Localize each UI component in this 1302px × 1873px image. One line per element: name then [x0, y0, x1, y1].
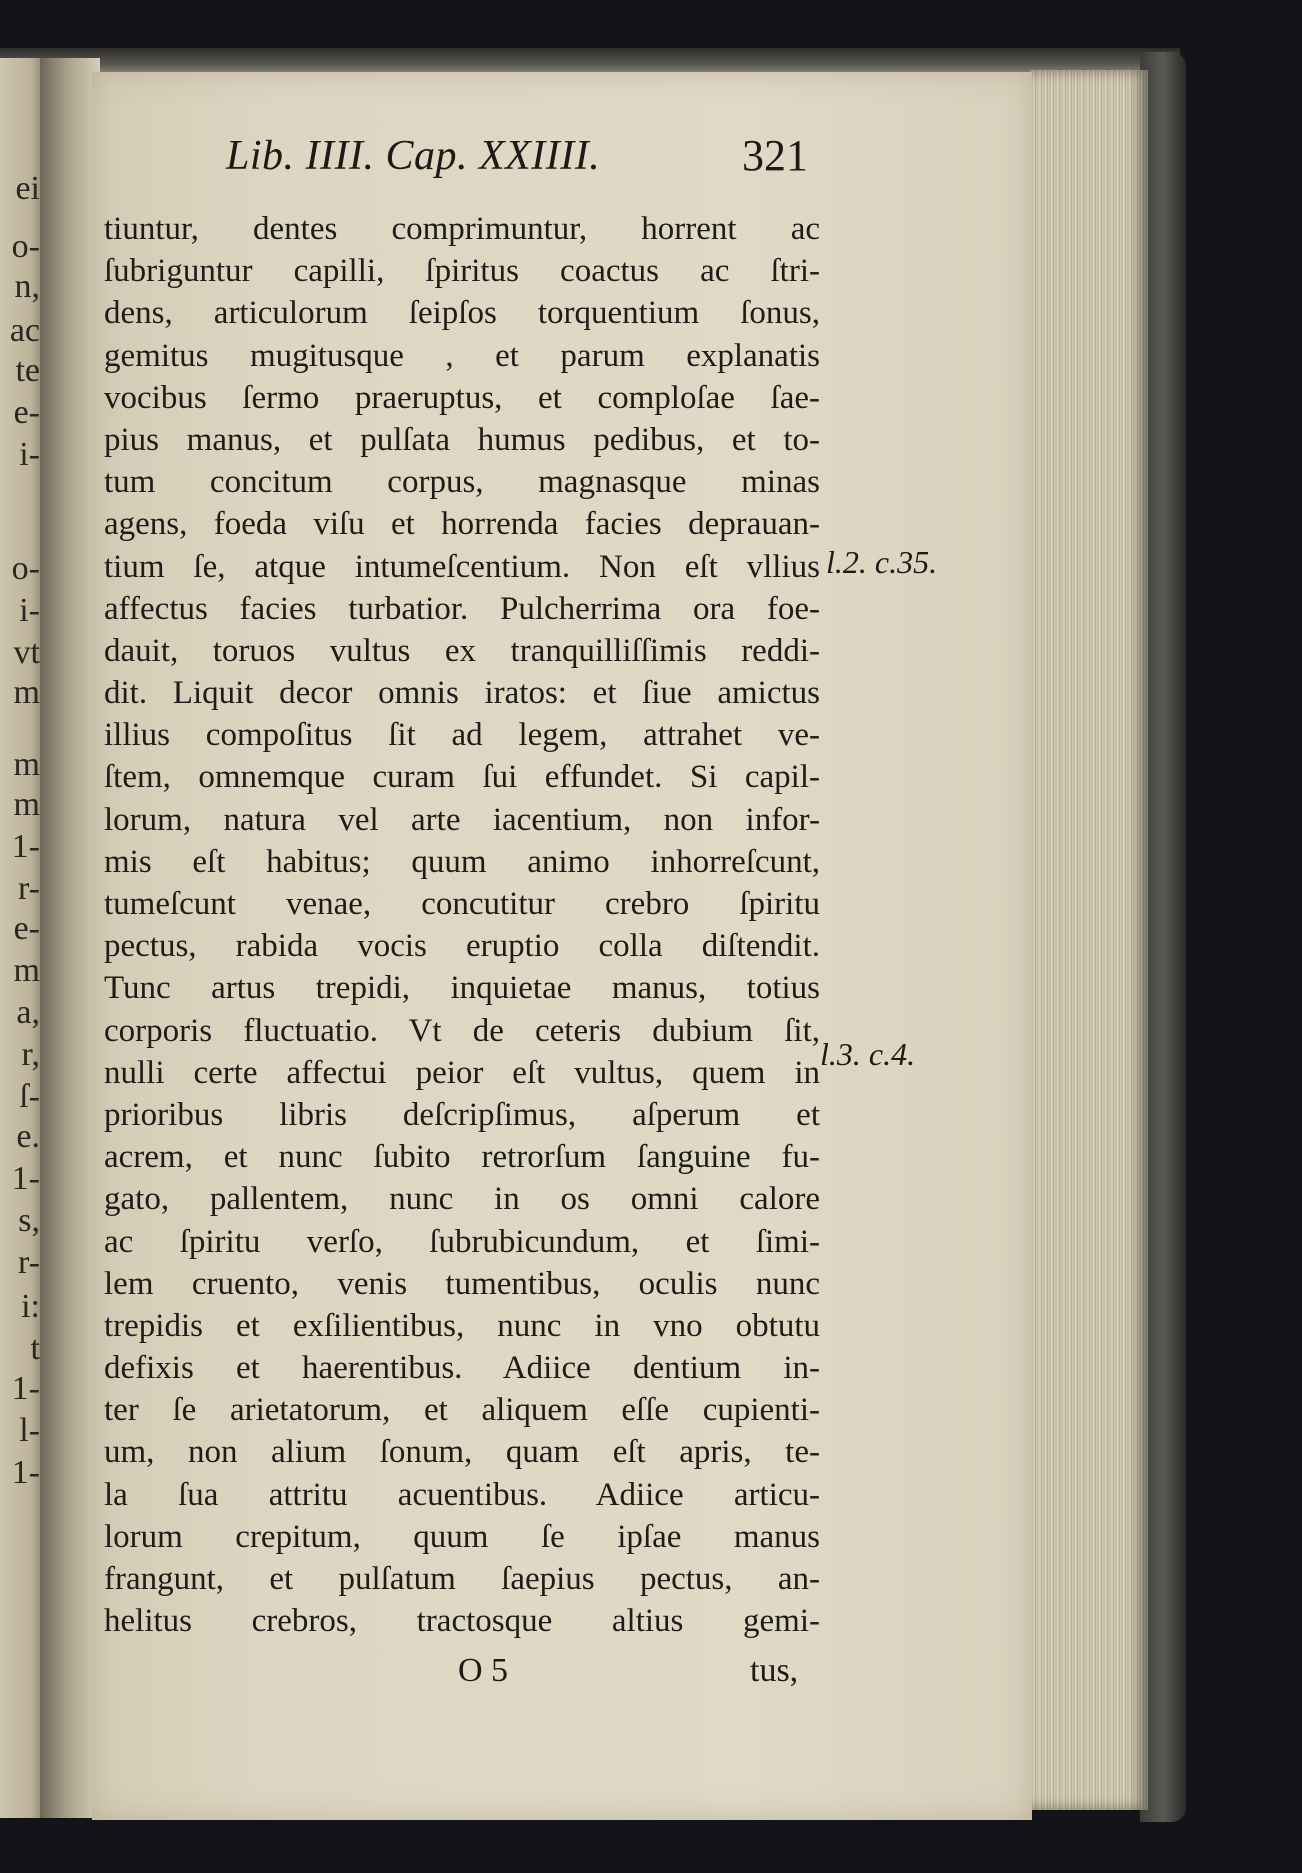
text-line: ſubriguntur capilli, ſpiritus coactus ac ſtri-	[104, 253, 820, 290]
left-page-fragment: 1-	[11, 1160, 40, 1197]
signature-mark: O 5	[458, 1652, 509, 1689]
left-page-fragment: a,	[16, 994, 40, 1031]
margin-note: l.2. c.35.	[826, 544, 938, 580]
text-line: acrem, et nunc ſubito retrorſum ſanguine fu-	[104, 1139, 820, 1176]
text-line: la ſua attritu acuentibus. Adiice articu-	[104, 1476, 820, 1513]
left-page-fragment: m	[13, 786, 40, 823]
left-page-fragment: o-	[11, 550, 40, 587]
left-page-fragment: l-	[19, 1412, 40, 1449]
running-head: Lib. IIII. Cap. XXIIII.	[226, 133, 601, 179]
text-line: defixis et haerentibus. Adiice dentium in-	[104, 1350, 820, 1387]
text-line: tum concitum corpus, magnasque minas	[104, 464, 820, 501]
text-line: tumeſcunt venae, concutitur crebro ſpiritu	[104, 886, 820, 922]
text-line: ter ſe arietatorum, et aliquem eſſe cupienti-	[104, 1392, 820, 1429]
page-block-edges	[1030, 70, 1148, 1810]
left-page-fragment: r-	[18, 1244, 40, 1281]
left-page-fragment: i-	[19, 436, 40, 473]
left-page-fragment: n,	[14, 268, 40, 305]
left-page-fragment: vt	[13, 634, 40, 671]
text-line: frangunt, et pulſatum ſaepius pectus, an-	[104, 1561, 820, 1597]
text-line: lorum, natura vel arte iacentium, non infor-	[104, 801, 820, 838]
text-line: pectus, rabida vocis eruptio colla diſtendit.	[104, 928, 820, 965]
left-page-fragment: e-	[13, 394, 40, 431]
book-cover-top	[0, 48, 1180, 74]
text-line: dauit, toruos vultus ex tranquilliſſimis reddi-	[104, 632, 820, 669]
text-line: corporis fluctuatio. Vt de ceteris dubium ſit,	[104, 1012, 820, 1049]
text-line: gemitus mugitusque , et parum explanatis	[104, 337, 820, 374]
text-line: illius compoſitus ſit ad legem, attrahet ve-	[104, 717, 820, 754]
catchword: tus,	[750, 1652, 799, 1689]
left-page-fragment: m	[13, 746, 40, 783]
text-line: prioribus libris deſcripſimus, aſperum et	[104, 1096, 820, 1133]
text-line: mis eſt habitus; quum animo inhorreſcunt,	[104, 843, 820, 880]
left-page-fragment: te	[15, 352, 40, 389]
left-page-fragment: o-	[11, 228, 40, 265]
text-line: pius manus, et pulſata humus pedibus, et to-	[104, 421, 820, 458]
text-line: vocibus ſermo praeruptus, et comploſae ſae-	[104, 379, 820, 416]
left-page-fragment: i:	[21, 1288, 40, 1325]
left-page-fragment: 1-	[11, 828, 40, 865]
text-line: Tunc artus trepidi, inquietae manus, totius	[104, 970, 820, 1007]
text-line: affectus facies turbatior. Pulcherrima ora foe-	[104, 590, 820, 627]
text-line: agens, foeda viſu et horrenda facies deprauan-	[104, 506, 820, 543]
text-line: gato, pallentem, nunc in os omni calore	[104, 1181, 820, 1218]
left-page-fragment: ei	[15, 170, 40, 207]
text-line: helitus crebros, tractosque altius gemi-	[104, 1603, 820, 1640]
left-page-fragment: ſ-	[19, 1078, 40, 1115]
left-page-fragment: r-	[18, 870, 40, 907]
text-line: lem cruento, venis tumentibus, oculis nunc	[104, 1265, 820, 1302]
page-number: 321	[742, 131, 808, 180]
body-text	[104, 208, 820, 1642]
left-page-fragment: 1-	[11, 1370, 40, 1407]
left-page-fragment: r,	[21, 1036, 40, 1073]
left-page-fragment: m	[13, 674, 40, 711]
left-page-sliver	[0, 58, 44, 1818]
text-line: lorum crepitum, quum ſe ipſae manus	[104, 1518, 820, 1555]
book-gutter	[40, 58, 100, 1818]
left-page-fragment: m	[13, 952, 40, 989]
text-line: nulli certe affectui peior eſt vultus, quem in	[104, 1054, 820, 1091]
text-line: ac ſpiritu verſo, ſubrubicundum, et ſimi-	[104, 1223, 820, 1260]
left-page-fragment: s,	[18, 1202, 40, 1239]
text-line: trepidis et exſilientibus, nunc in vno obtutu	[104, 1307, 820, 1344]
left-page-fragment: i-	[19, 592, 40, 629]
text-line: dens, articulorum ſeipſos torquentium ſonus,	[104, 295, 820, 332]
text-line: um, non alium ſonum, quam eſt apris, te-	[104, 1434, 820, 1471]
text-line: tium ſe, atque intumeſcentium. Non eſt vllius	[104, 548, 820, 585]
text-line: tiuntur, dentes comprimuntur, horrent ac	[104, 211, 820, 247]
left-page-fragment: e.	[16, 1118, 40, 1155]
margin-note: l.3. c.4.	[820, 1036, 916, 1072]
left-page-fragment: e-	[13, 910, 40, 947]
left-page-fragment: 1-	[11, 1454, 40, 1491]
left-page-fragment: ac	[9, 312, 40, 349]
left-page-fragment: t	[30, 1330, 40, 1367]
text-line: dit. Liquit decor omnis iratos: et ſiue amictus	[104, 675, 820, 712]
text-line: ſtem, omnemque curam ſui effundet. Si capil-	[104, 759, 820, 796]
